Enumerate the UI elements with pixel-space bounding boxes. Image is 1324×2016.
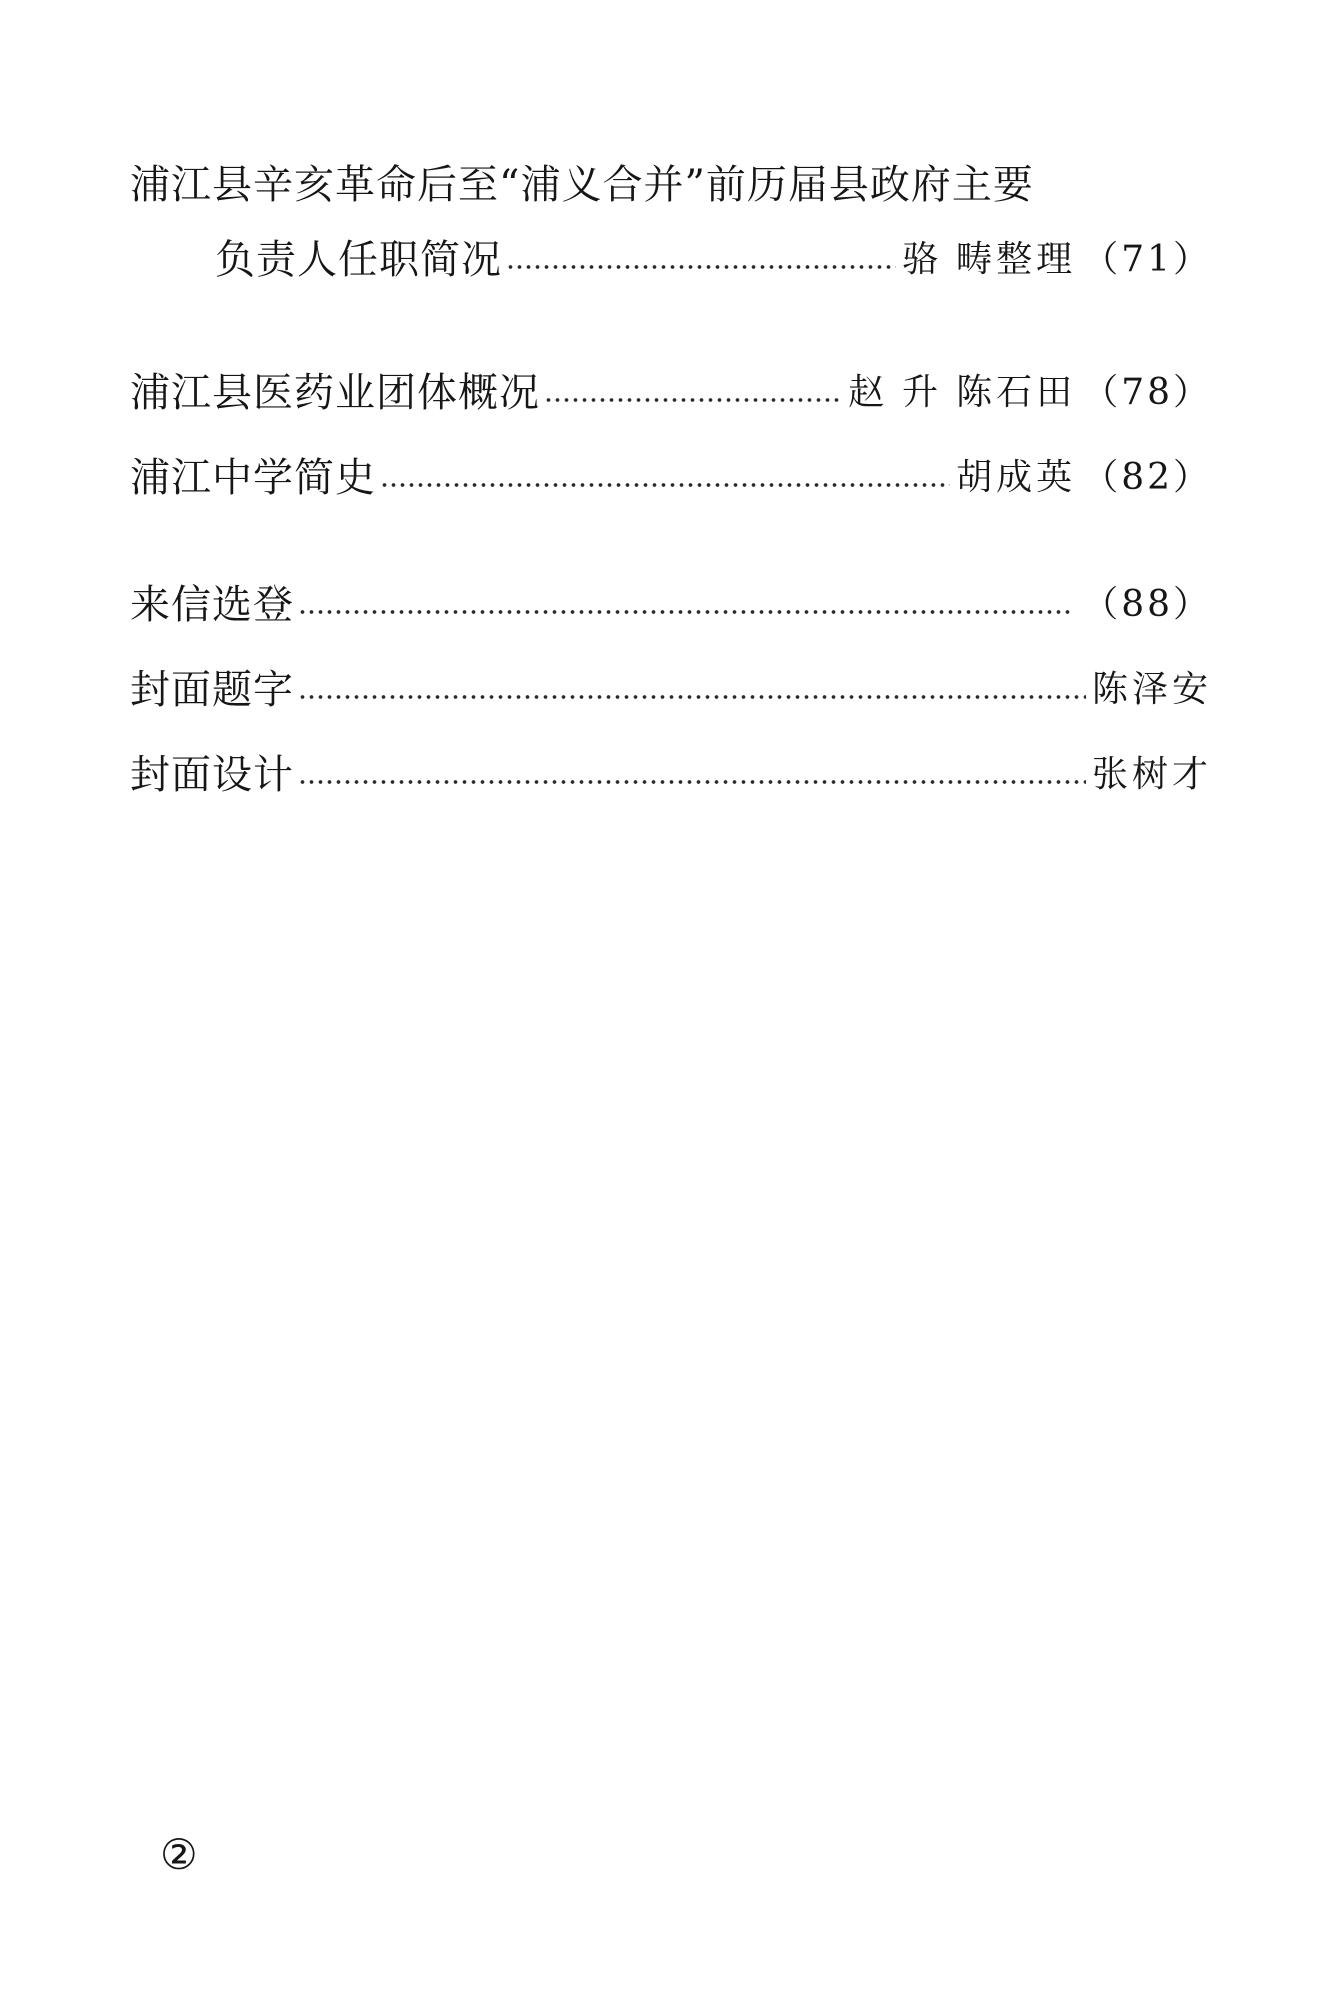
page-number: ② [160,1830,198,1879]
dot-leader [298,608,1070,616]
toc-entry-page: （88） [1082,584,1212,625]
toc-entry-author: 畴整理 [956,239,1077,280]
toc-entry-title: 来信选登 [130,582,294,628]
toc-entry-author: 陈泽安 [1091,669,1212,710]
toc-entry-3 [130,443,1212,503]
toc-entry-1-line-2 [215,225,1212,285]
toc-entry-title: 浦江县医药业团体概况 [130,370,540,416]
toc-entry-title: 负责人任职简况 [215,237,502,283]
toc-entry-page: （82） [1082,457,1212,498]
toc-entry-title: 封面题字 [130,667,294,713]
toc-entry-author: 骆 [902,239,943,280]
toc-entry-5 [130,655,1212,715]
dot-leader [544,396,842,404]
dot-leader [298,778,1086,786]
toc-entry-4 [130,570,1212,630]
toc-entry-title: 浦江中学简史 [130,455,376,501]
toc-entry-author: 张树才 [1091,754,1212,795]
toc-entry-1-line-1 [130,150,1212,210]
toc-entry-6 [130,740,1212,800]
toc-entry-author: 赵 [848,372,889,413]
dot-leader [380,481,950,489]
dot-leader [298,693,1086,701]
dot-leader [506,263,896,271]
toc-entry-2 [130,358,1212,418]
toc-entry-title: 封面设计 [130,752,294,798]
toc-entry-page: （78） [1082,372,1212,413]
toc-entry-author: 陈石田 [956,372,1077,413]
toc-entry-title: 浦江县辛亥革命后至“浦义合并”前历届县政府主要 [130,162,1034,208]
toc-entry-author: 升 [902,372,943,413]
toc-entry-page: （71） [1082,239,1212,280]
toc-entry-author: 胡成英 [956,457,1077,498]
